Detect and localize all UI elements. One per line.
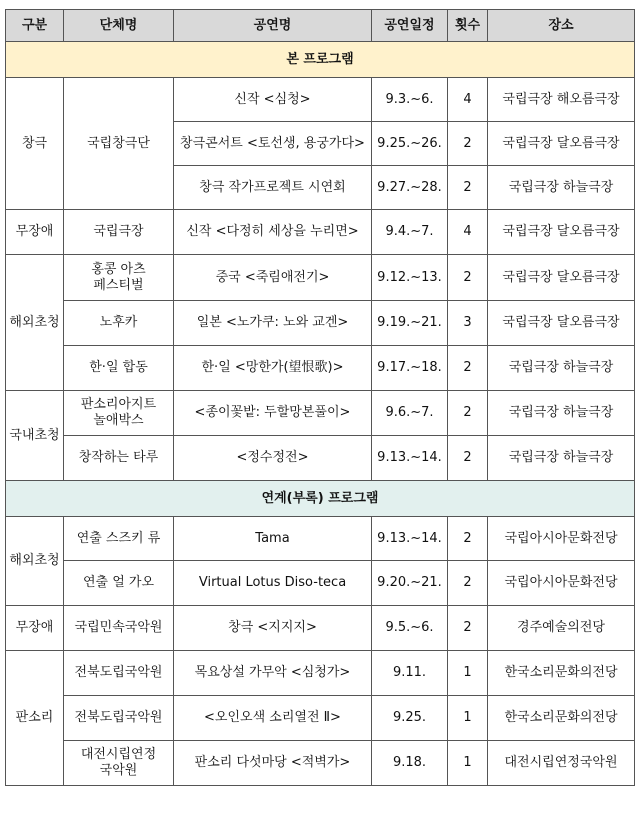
- performance-cell: 창극 작가프로젝트 시연회: [174, 166, 372, 210]
- organization-cell: 노후카: [64, 301, 174, 346]
- table-row: [6, 517, 635, 561]
- venue-cell: 국립극장 하늘극장: [488, 391, 635, 436]
- category-cell: 해외초청: [6, 517, 64, 606]
- venue-cell: 국립아시아문화전당: [488, 517, 635, 561]
- venue-cell: 경주예술의전당: [488, 606, 635, 651]
- header-organization: 단체명: [64, 10, 174, 42]
- performance-schedule-table: [5, 9, 635, 786]
- table-row: [6, 255, 635, 301]
- count-cell: 2: [448, 346, 488, 391]
- venue-cell: 한국소리문화의전당: [488, 651, 635, 696]
- table-row: [6, 651, 635, 696]
- performance-cell: 창극콘서트 <토선생, 용궁가다>: [174, 122, 372, 166]
- count-cell: 2: [448, 606, 488, 651]
- count-cell: 1: [448, 741, 488, 786]
- performance-cell: Virtual Lotus Diso-teca: [174, 561, 372, 606]
- count-cell: 2: [448, 517, 488, 561]
- venue-cell: 국립극장 달오름극장: [488, 255, 635, 301]
- organization-cell: 한·일 합동: [64, 346, 174, 391]
- table-row: [6, 741, 635, 786]
- schedule-cell: 9.17.~18.: [372, 346, 448, 391]
- count-cell: 1: [448, 651, 488, 696]
- count-cell: 2: [448, 122, 488, 166]
- performance-cell: 신작 <다정히 세상을 누리면>: [174, 210, 372, 255]
- category-cell: 국내초청: [6, 391, 64, 481]
- venue-cell: 한국소리문화의전당: [488, 696, 635, 741]
- schedule-cell: 9.6.~7.: [372, 391, 448, 436]
- schedule-cell: 9.27.~28.: [372, 166, 448, 210]
- table-row: [6, 78, 635, 122]
- count-cell: 4: [448, 210, 488, 255]
- performance-cell: <오인오색 소리열전 Ⅱ>: [174, 696, 372, 741]
- table-row: [6, 391, 635, 436]
- venue-cell: 국립극장 하늘극장: [488, 166, 635, 210]
- performance-cell: <정수정전>: [174, 436, 372, 481]
- section-title: 본 프로그램: [6, 42, 635, 78]
- performance-cell: Tama: [174, 517, 372, 561]
- table-row: [6, 606, 635, 651]
- organization-cell: 홍콩 아츠 페스티벌: [64, 255, 174, 301]
- count-cell: 2: [448, 255, 488, 301]
- schedule-cell: 9.5.~6.: [372, 606, 448, 651]
- category-cell: 무장애: [6, 606, 64, 651]
- section-title: 연계(부록) 프로그램: [6, 481, 635, 517]
- table-row: [6, 436, 635, 481]
- organization-cell: 연출 스즈키 류: [64, 517, 174, 561]
- performance-cell: 판소리 다섯마당 <적벽가>: [174, 741, 372, 786]
- performance-cell: 신작 <심청>: [174, 78, 372, 122]
- category-cell: 해외초청: [6, 255, 64, 391]
- organization-cell: 국립극장: [64, 210, 174, 255]
- schedule-cell: 9.25.~26.: [372, 122, 448, 166]
- count-cell: 2: [448, 561, 488, 606]
- organization-cell: 대전시립연정 국악원: [64, 741, 174, 786]
- venue-cell: 국립극장 달오름극장: [488, 301, 635, 346]
- count-cell: 1: [448, 696, 488, 741]
- venue-cell: 국립극장 달오름극장: [488, 122, 635, 166]
- schedule-cell: 9.19.~21.: [372, 301, 448, 346]
- venue-cell: 대전시립연정국악원: [488, 741, 635, 786]
- performance-cell: 일본 <노가쿠: 노와 교겐>: [174, 301, 372, 346]
- table-row: [6, 210, 635, 255]
- performance-cell: <종이꽃밭: 두할망본풀이>: [174, 391, 372, 436]
- venue-cell: 국립극장 하늘극장: [488, 436, 635, 481]
- table-row: [6, 346, 635, 391]
- organization-cell: 판소리아지트 놀애박스: [64, 391, 174, 436]
- organization-cell: 전북도립국악원: [64, 651, 174, 696]
- table-row: [6, 561, 635, 606]
- organization-cell: 국립창극단: [64, 78, 174, 210]
- schedule-cell: 9.4.~7.: [372, 210, 448, 255]
- count-cell: 4: [448, 78, 488, 122]
- venue-cell: 국립아시아문화전당: [488, 561, 635, 606]
- header-venue: 장소: [488, 10, 635, 42]
- header-category: 구분: [6, 10, 64, 42]
- schedule-cell: 9.11.: [372, 651, 448, 696]
- count-cell: 2: [448, 391, 488, 436]
- organization-cell: 창작하는 타루: [64, 436, 174, 481]
- count-cell: 2: [448, 436, 488, 481]
- organization-cell: 연출 얼 가오: [64, 561, 174, 606]
- performance-cell: 창극 <지지지>: [174, 606, 372, 651]
- schedule-cell: 9.13.~14.: [372, 436, 448, 481]
- performance-cell: 중국 <죽림애전기>: [174, 255, 372, 301]
- header-row: [6, 10, 635, 42]
- category-cell: 창극: [6, 78, 64, 210]
- schedule-cell: 9.13.~14.: [372, 517, 448, 561]
- venue-cell: 국립극장 달오름극장: [488, 210, 635, 255]
- count-cell: 2: [448, 166, 488, 210]
- header-schedule: 공연일정: [372, 10, 448, 42]
- performance-cell: 한·일 <망한가(望恨歌)>: [174, 346, 372, 391]
- header-count: 횟수: [448, 10, 488, 42]
- table-row: [6, 301, 635, 346]
- section-row-main-program: [6, 42, 635, 78]
- schedule-cell: 9.18.: [372, 741, 448, 786]
- schedule-cell: 9.12.~13.: [372, 255, 448, 301]
- schedule-cell: 9.25.: [372, 696, 448, 741]
- schedule-cell: 9.3.~6.: [372, 78, 448, 122]
- schedule-cell: 9.20.~21.: [372, 561, 448, 606]
- venue-cell: 국립극장 해오름극장: [488, 78, 635, 122]
- venue-cell: 국립극장 하늘극장: [488, 346, 635, 391]
- category-cell: 판소리: [6, 651, 64, 786]
- count-cell: 3: [448, 301, 488, 346]
- section-row-linked-program: [6, 481, 635, 517]
- category-cell: 무장애: [6, 210, 64, 255]
- organization-cell: 전북도립국악원: [64, 696, 174, 741]
- performance-cell: 목요상설 가무악 <심청가>: [174, 651, 372, 696]
- table-row: [6, 696, 635, 741]
- header-performance: 공연명: [174, 10, 372, 42]
- organization-cell: 국립민속국악원: [64, 606, 174, 651]
